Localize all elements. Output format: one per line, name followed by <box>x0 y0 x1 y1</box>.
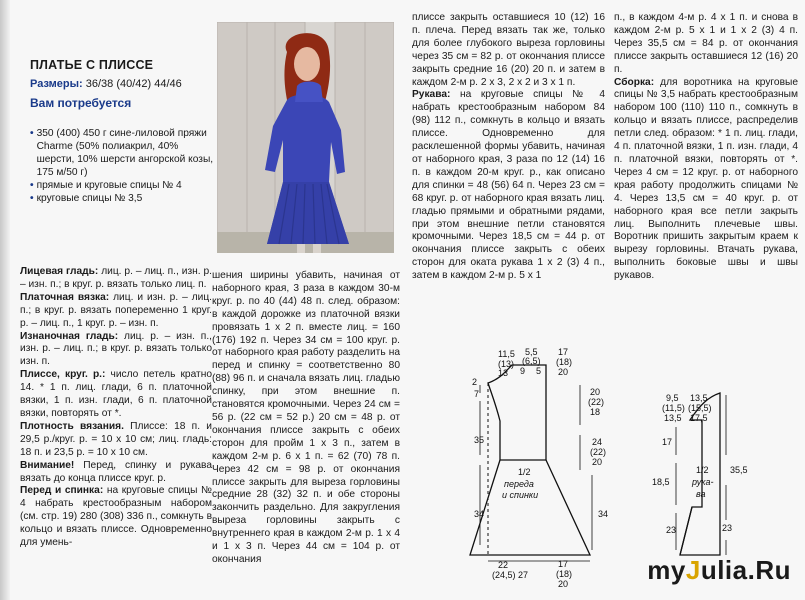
svg-text:(13): (13) <box>498 359 515 369</box>
bullet-icon: • <box>30 192 34 204</box>
svg-text:13,5: 13,5 <box>664 413 682 423</box>
paragraph: Изнаночная гладь: лиц. р. – изн. п., изн. р. – лиц. п.; в круг. р. вязать только изн. п. <box>20 330 212 368</box>
body-schematic <box>470 365 590 555</box>
paragraph: Плотность вязания. Плиссе: 18 п. и 29,5 р./круг. р. = 10 х 10 см; лиц. гладь: 18 п. и 23,5 р. = 10 х 10 см. <box>20 420 212 458</box>
svg-text:20: 20 <box>590 387 601 397</box>
site-watermark: myJulia.Ru <box>647 555 791 585</box>
instructions-column-1 <box>20 266 212 550</box>
materials-item: • 350 (400) 450 г сине-лиловой пряжи Charme (50% полиакрил, 40% шерсти, 10% шерсти ангорской козы, 175 м/50 г) <box>30 128 214 178</box>
sizes-line <box>30 78 182 90</box>
paragraph: Перед и спинка: на круговые спицы № 4 набрать крестообразным набором (см. стр. 19) 280 (308) 336 п., сомкнуть в кольцо и вязать плиссе. Одновременно для умень- <box>20 485 212 549</box>
svg-text:(22): (22) <box>588 397 605 407</box>
svg-text:(18): (18) <box>556 569 573 579</box>
svg-text:17: 17 <box>662 437 673 447</box>
instructions-column-4 <box>614 12 798 283</box>
svg-text:9: 9 <box>520 366 526 376</box>
svg-text:5: 5 <box>536 366 542 376</box>
svg-text:23: 23 <box>666 525 677 535</box>
page-fold-shadow <box>0 0 10 600</box>
svg-text:5,5: 5,5 <box>525 347 538 357</box>
sleeve-dimensions <box>652 393 748 535</box>
svg-text:7: 7 <box>474 389 480 399</box>
svg-text:18,5: 18,5 <box>652 477 670 487</box>
svg-text:35: 35 <box>474 435 485 445</box>
svg-text:и спинки: и спинки <box>502 490 539 500</box>
materials-list <box>30 128 215 205</box>
paragraph: плиссе закрыть оставшиеся 10 (12) 16 п. плеча. Перед вязать так же, только для более глубокого выреза горловины через 35 см = 82 р. от окончания плиссе закрыть средние 16 (20) 20 п. и затем в каждом 2-м р. 2 х 3, 2 х 2 и 3 х 1 п. <box>412 12 605 88</box>
sizes-value: 36/38 (40/42) 44/46 <box>85 78 182 90</box>
svg-text:(11,5): (11,5) <box>662 403 685 413</box>
paragraph: Внимание! Перед, спинку и рукава вязать до конца плиссе круг. р. <box>20 459 212 484</box>
svg-text:20: 20 <box>558 579 569 589</box>
svg-text:13: 13 <box>498 368 509 378</box>
bullet-icon: • <box>30 179 34 191</box>
svg-text:(22): (22) <box>590 447 607 457</box>
svg-text:(18): (18) <box>556 357 573 367</box>
svg-text:20: 20 <box>558 367 569 377</box>
svg-text:20: 20 <box>592 457 603 467</box>
svg-text:35,5: 35,5 <box>730 465 748 475</box>
paragraph: Лицевая гладь: лиц. р. – лиц. п., изн. р. – изн. п.; в круг. р. вязать только лиц. п. <box>20 266 212 290</box>
svg-text:(6,5): (6,5) <box>522 356 541 366</box>
paragraph: п., в каждом 4-м р. 4 х 1 п. и снова в каждом 2-м р. 5 х 1 и 1 х 2 (3) 4 п. Через 35,5 см = 84 р. от окончания плиссе закрыть оставшиеся 12 (16) 20 п. <box>614 12 798 75</box>
svg-text:13,5: 13,5 <box>690 393 708 403</box>
svg-text:ва: ва <box>696 489 706 499</box>
instructions-column-2 <box>212 270 400 567</box>
svg-text:1/2: 1/2 <box>518 467 531 477</box>
svg-text:9,5: 9,5 <box>666 393 679 403</box>
bullet-icon: • <box>30 128 34 139</box>
pattern-title: ПЛАТЬЕ С ПЛИССЕ <box>30 58 154 72</box>
paragraph: Плиссе, круг. р.: число петель кратно 14. * 1 п. лиц. глади, 6 п. платочной вязки, 1 п. изн. глади, 6 п. платочной вязки, повторять от *. <box>20 369 212 419</box>
svg-text:34: 34 <box>474 509 485 519</box>
svg-text:переда: переда <box>504 479 534 489</box>
sizes-label: Размеры: <box>30 78 83 90</box>
materials-item: • круговые спицы № 3,5 <box>30 192 143 204</box>
materials-item: • прямые и круговые спицы № 4 <box>30 179 182 191</box>
svg-text:34: 34 <box>598 509 609 519</box>
svg-text:24: 24 <box>592 437 603 447</box>
svg-text:11,5: 11,5 <box>498 349 515 359</box>
body-dimensions <box>472 347 608 589</box>
paragraph: Рукава: на круговые спицы № 4 набрать крестообразным набором 84 (98) 112 п., сомкнуть в кольцо и вязать плиссе. Одновременно для расклешенной формы убавить, начиная от наборного края, 3 раза по 12 (14) 16 п. в каждом 20-м круг. р., как описано для спинки = 48 (56) 64 п. Через 23 см = 68 круг. р. от наборного края вязать лиц. гладью прямыми и обратными рядами, при этом внешние петли становятся кромочными. Через 18,5 см = 44 р. от окончания плиссе закрыть с обеих сторон для окатa рукава 1 х 2 (3) 4 п., затем в каждом 2-м р. 5 х 1 <box>412 89 605 282</box>
svg-text:рука-: рука- <box>692 477 714 487</box>
svg-text:18: 18 <box>590 407 601 417</box>
svg-text:(15,5): (15,5) <box>688 403 712 413</box>
paragraph: шения ширины убавить, начиная от наборного края, 3 раза в каждом 30-м круг. р. по 40 (44) 48 п. след. образом: в каждой дорожке из платочной вязки провязать 1 х 2 п. вместе лиц. = 160 (176) 192 п. Через 34 см = 100 круг. р. от наборного края работу разделить на перед и спинку = соответственно 80 (88) 96 п. и сначала вязать лиц. гладью спинку, при этом внешние п. становятся кромочными. Через 24 см = 56 р. (22 см = 52 р.) 20 см = 48 р. от окончания плиссе закрыть с обеих сторон для пройм 1 х 3 п., затем в каждом 2-м р. 6 х 1 п. = 62 (70) 78 п. Через 42 см = 98 р. от окончания плиссе закрыть для выреза горловины средние 28 (32) 32 п. и обе стороны закончить раздельно. Для закругления выреза горловины закрыть с внутреннего края в каждом 2-м р. 1 х 4 и 1 х 3 п. Через 44 см = 104 р. от окончания <box>212 270 400 565</box>
svg-text:17: 17 <box>558 559 569 569</box>
paragraph: Платочная вязка: лиц. и изн. р. – лиц. п.; в круг. р. вязать попеременно 1 круг. р. – лиц. п., 1 круг. р. – изн. п. <box>20 291 212 329</box>
svg-text:2: 2 <box>472 377 478 387</box>
svg-text:17,5: 17,5 <box>690 413 708 423</box>
model-photo-illustration <box>217 22 394 253</box>
model-photo <box>217 22 394 253</box>
paragraph: Сборка: для воротника на круговые спицы № 3,5 набрать крестообразным набором 100 (110) 110 п., сомкнуть в кольцо и вязать плиссе, распределив петли след. образом: * 1 п. лиц. глади, 4 п. платочной вязки, 1 п. изн. глади, 4 п. платочной вязки, повторять от *. Через 4 см = 12 круг. р. от наборного края работу продолжить спицами № 4. Через 13,5 см = 40 круг. р. от наборного края все петли закрыть лиц. Выполнить плечевые швы. Воротник пришить закрытым краем к вырезу горловины. Втачать рукава, выполнить боковые швы и швы рукавов. <box>614 76 798 282</box>
svg-text:17: 17 <box>558 347 569 357</box>
materials-heading: Вам потребуется <box>30 96 132 110</box>
svg-text:22: 22 <box>498 560 509 570</box>
svg-text:1/2: 1/2 <box>696 465 709 475</box>
svg-text:23: 23 <box>722 523 733 533</box>
instructions-column-3 <box>412 12 605 283</box>
svg-text:(24,5) 27: (24,5) 27 <box>492 570 529 580</box>
